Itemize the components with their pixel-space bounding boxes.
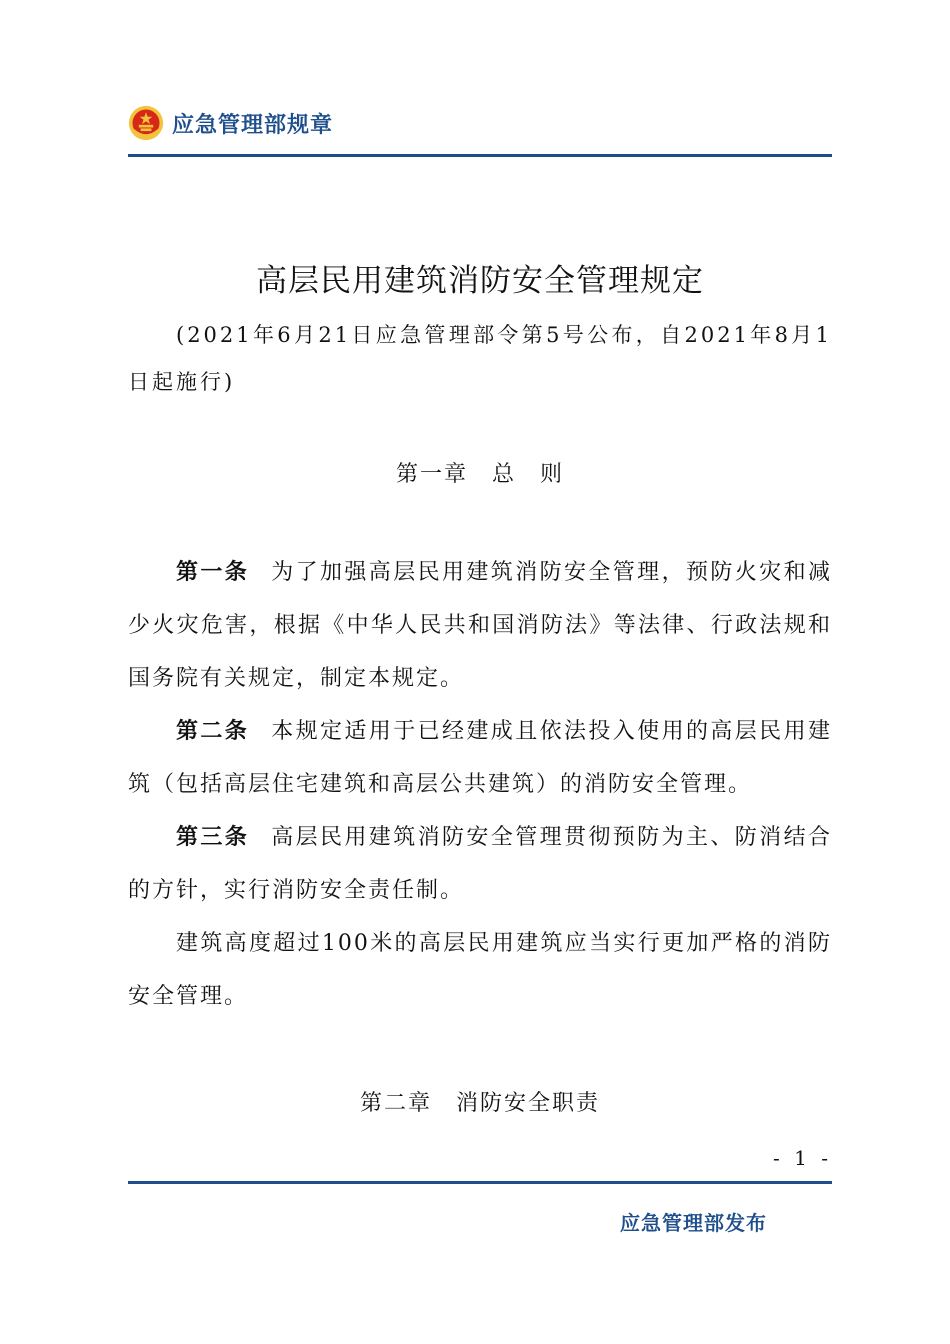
- article-text: 本规定适用于已经建成且依法投入使用的高层民用建筑（包括高层住宅建筑和高层公共建筑）的消防安全管理。: [128, 719, 832, 797]
- document-subtitle: (2021年6月21日应急管理部令第5号公布，自2021年8月1日起施行): [128, 323, 832, 394]
- article-paragraph: [128, 811, 832, 917]
- header-divider: [128, 154, 832, 157]
- article-text: 建筑高度超过100米的高层民用建筑应当实行更加严格的消防安全管理。: [128, 931, 832, 1009]
- article-text: 为了加强高层民用建筑消防安全管理，预防火灾和减少火灾危害，根据《中华人民共和国消防法》等法律、行政法规和国务院有关规定，制定本规定。: [128, 560, 832, 691]
- article-label: 第一条: [176, 560, 250, 585]
- document-body: [128, 258, 832, 1119]
- article-label: 第二条: [176, 719, 250, 744]
- article-text: 高层民用建筑消防安全管理贯彻预防为主、防消结合的方针，实行消防安全责任制。: [128, 825, 832, 903]
- footer-divider: [128, 1181, 832, 1184]
- chapter-heading: 第一章 总 则: [395, 462, 564, 487]
- article-paragraph: [128, 917, 832, 1023]
- page-header: [128, 100, 333, 146]
- chapter-heading: 第二章 消防安全职责: [359, 1091, 600, 1116]
- article-label: 第三条: [176, 825, 250, 850]
- national-emblem-icon: [128, 105, 164, 141]
- article-paragraph: [128, 546, 832, 705]
- document-title: 高层民用建筑消防安全管理规定: [256, 263, 704, 299]
- header-title: 应急管理部规章: [172, 112, 334, 138]
- footer-publisher: 应急管理部发布: [620, 1211, 767, 1235]
- page-number: - 1 -: [773, 1146, 832, 1170]
- article-paragraph: [128, 705, 832, 811]
